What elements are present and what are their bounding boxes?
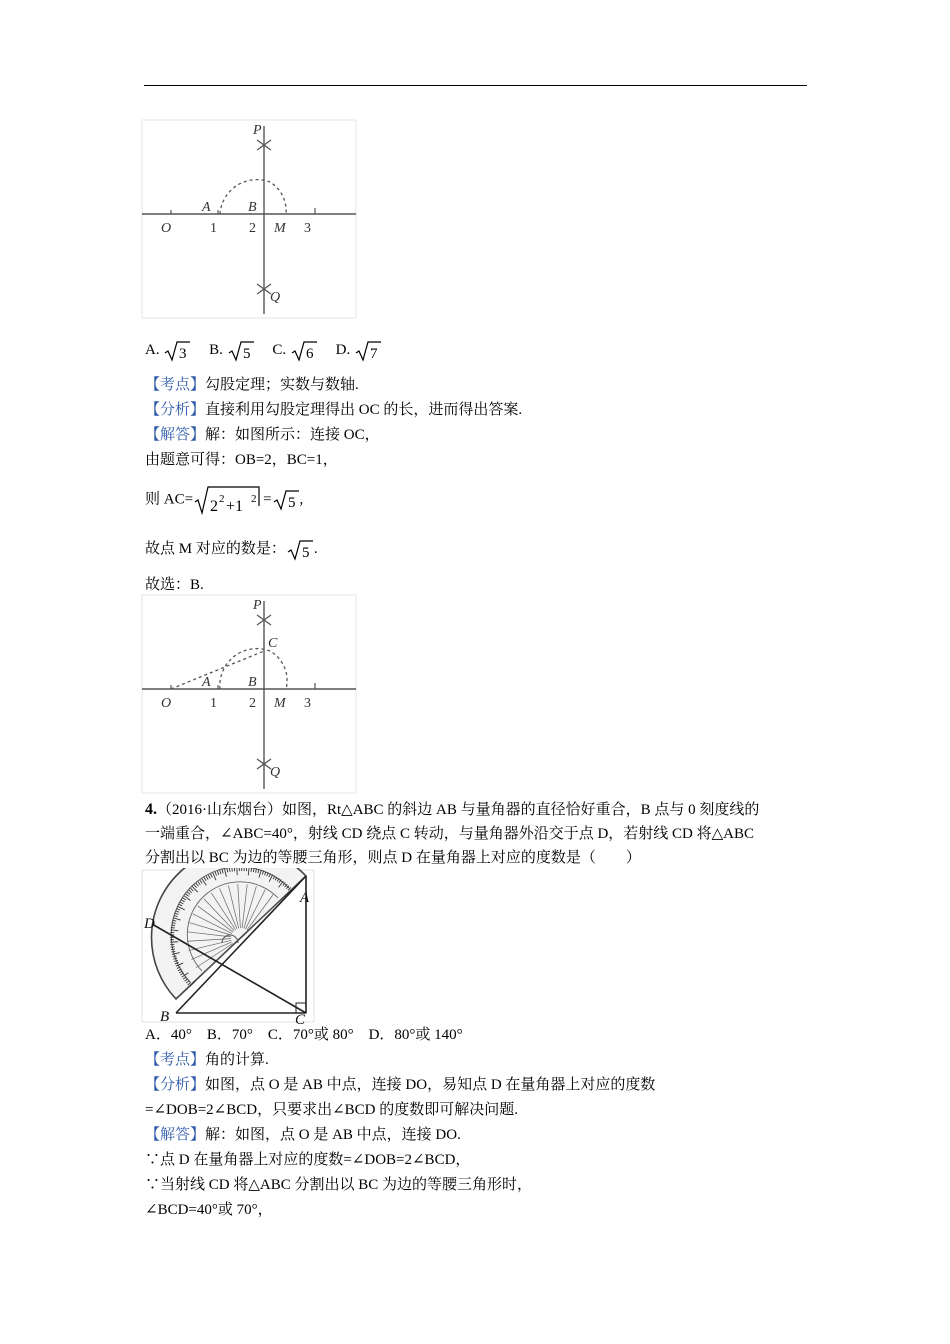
fenxi-tag: 【分析】: [145, 402, 206, 418]
fenxi-text: 直接利用勾股定理得出 OC 的长，进而得出答案.: [205, 402, 523, 418]
label-M: M: [274, 221, 286, 236]
kaodian-tag: 【考点】: [145, 377, 206, 393]
label-D: D: [144, 916, 155, 932]
label-A: A: [300, 890, 310, 906]
tick-label-1: 1: [210, 221, 217, 236]
fenxi-tag: 【分析】: [145, 1077, 206, 1093]
sqrt-icon: [290, 339, 318, 363]
option-c-radicand: 6: [305, 345, 314, 362]
sqrt-icon: [193, 484, 263, 516]
option-b-radicand: 5: [242, 345, 251, 362]
line2-end: ,: [299, 491, 304, 508]
line2-radicand: 5: [287, 495, 296, 511]
q4-line2: 一端重合，∠ABC=40°，射线 CD 绕点 C 转动，与量角器外沿交于点 D，若射线 CD 将△ABC: [145, 826, 755, 842]
label-P: P: [253, 123, 262, 138]
q3-line1: 由题意可得：OB=2，BC=1，: [145, 452, 338, 468]
sqrt-icon: [227, 339, 255, 363]
option-a-letter: A.: [145, 342, 160, 358]
line3-end: .: [313, 541, 318, 557]
kaodian-tag: 【考点】: [145, 1052, 206, 1068]
fenxi-text: 如图，点 O 是 AB 中点，连接 DO，易知点 D 在量角器上对应的度数: [205, 1077, 656, 1093]
protractor-tick: [171, 927, 175, 928]
option-a-radicand: 3: [179, 345, 187, 362]
q3-kaodian: [145, 375, 359, 395]
tick-label-1: 1: [210, 696, 217, 711]
q4-fenxi-line2: =∠DOB=2∠BCD，只要求出∠BCD 的度数即可解决问题.: [145, 1102, 518, 1118]
option-c: [272, 338, 318, 363]
line2-exp-b: 2: [251, 493, 257, 505]
label-B: B: [248, 675, 257, 690]
line2-exp-a: 2: [219, 493, 225, 505]
sqrt-icon: [354, 339, 382, 363]
protractor-figure: [140, 868, 316, 1024]
label-A: A: [202, 675, 211, 690]
option-b-letter: B.: [209, 342, 223, 358]
line2-eq: =: [263, 491, 272, 508]
number-line-figure-2: [140, 593, 358, 795]
label-Q: Q: [270, 765, 281, 780]
q4-text-1: （2016·山东烟台）如图，Rt△ABC 的斜边 AB 与量角器的直径恰好重合，B 点与 0 刻度线的: [157, 802, 760, 818]
protractor-tick: [251, 868, 252, 872]
question-number: 4.: [145, 801, 157, 818]
q3-line2: [145, 484, 303, 516]
q4-fenxi: [145, 1075, 655, 1095]
q4-kaodian: [145, 1050, 269, 1070]
q3-fenxi: [145, 400, 522, 420]
sqrt-icon: [163, 339, 191, 363]
tick-label-2: 2: [249, 221, 256, 236]
option-b: [209, 338, 255, 363]
header-rule: [144, 85, 807, 86]
protractor-tick: [171, 947, 175, 948]
q3-line4: 故选：B.: [145, 577, 204, 593]
option-a: [145, 338, 191, 363]
q4-line3: 分割出以 BC 为边的等腰三角形，则点 D 在量角器上对应的度数是（ ）: [145, 850, 641, 866]
label-Q: Q: [270, 290, 281, 305]
label-C: C: [295, 1012, 306, 1024]
sqrt-icon: [272, 488, 300, 512]
tick-label-3: 3: [304, 696, 311, 711]
option-d-letter: D.: [335, 342, 351, 358]
line2-prefix: 则 AC=: [145, 491, 194, 508]
tick-label-2: 2: [249, 696, 256, 711]
q4-line-c: ∠BCD=40°或 70°，: [145, 1202, 273, 1218]
q3-jieda: [145, 425, 380, 445]
jieda-text: 解：如图，点 O 是 AB 中点，连接 DO.: [205, 1127, 461, 1143]
q4-line-a: ∵点 D 在量角器上对应的度数=∠DOB=2∠BCD，: [145, 1152, 471, 1168]
option-c-letter: C.: [272, 342, 287, 358]
line3-radicand: 5: [301, 544, 310, 561]
kaodian-text: 角的计算.: [205, 1052, 269, 1068]
label-M: M: [274, 696, 286, 711]
option-d-radicand: 7: [369, 345, 378, 362]
label-P: P: [253, 598, 262, 613]
q3-options: [145, 338, 396, 363]
sqrt-icon: [286, 538, 314, 562]
label-B: B: [160, 1009, 170, 1024]
q3-line3: [145, 536, 318, 562]
jieda-text: 解：如图所示：连接 OC，: [205, 427, 380, 443]
jieda-tag: 【解答】: [145, 1127, 206, 1143]
option-d: [336, 338, 382, 363]
label-O: O: [161, 221, 172, 236]
q4-jieda: [145, 1125, 461, 1145]
label-B: B: [248, 200, 257, 215]
label-O: O: [161, 696, 172, 711]
q4-line1: [145, 800, 759, 820]
q4-options: A．40° B．70° C．70°或 80° D．80°或 140°: [145, 1027, 463, 1043]
line2-base-b: +1: [226, 498, 244, 515]
line3-prefix: 故点 M 对应的数是：: [145, 541, 286, 557]
protractor-tick: [232, 868, 233, 872]
tick-label-3: 3: [304, 221, 311, 236]
number-line-figure-1: [140, 118, 358, 320]
label-A: A: [202, 200, 211, 215]
jieda-tag: 【解答】: [145, 427, 206, 443]
label-C: C: [268, 636, 278, 651]
kaodian-text: 勾股定理；实数与数轴.: [205, 377, 359, 393]
line2-base-a: 2: [210, 498, 219, 515]
q4-line-b: ∵当射线 CD 将△ABC 分割出以 BC 为边的等腰三角形时，: [145, 1177, 532, 1193]
